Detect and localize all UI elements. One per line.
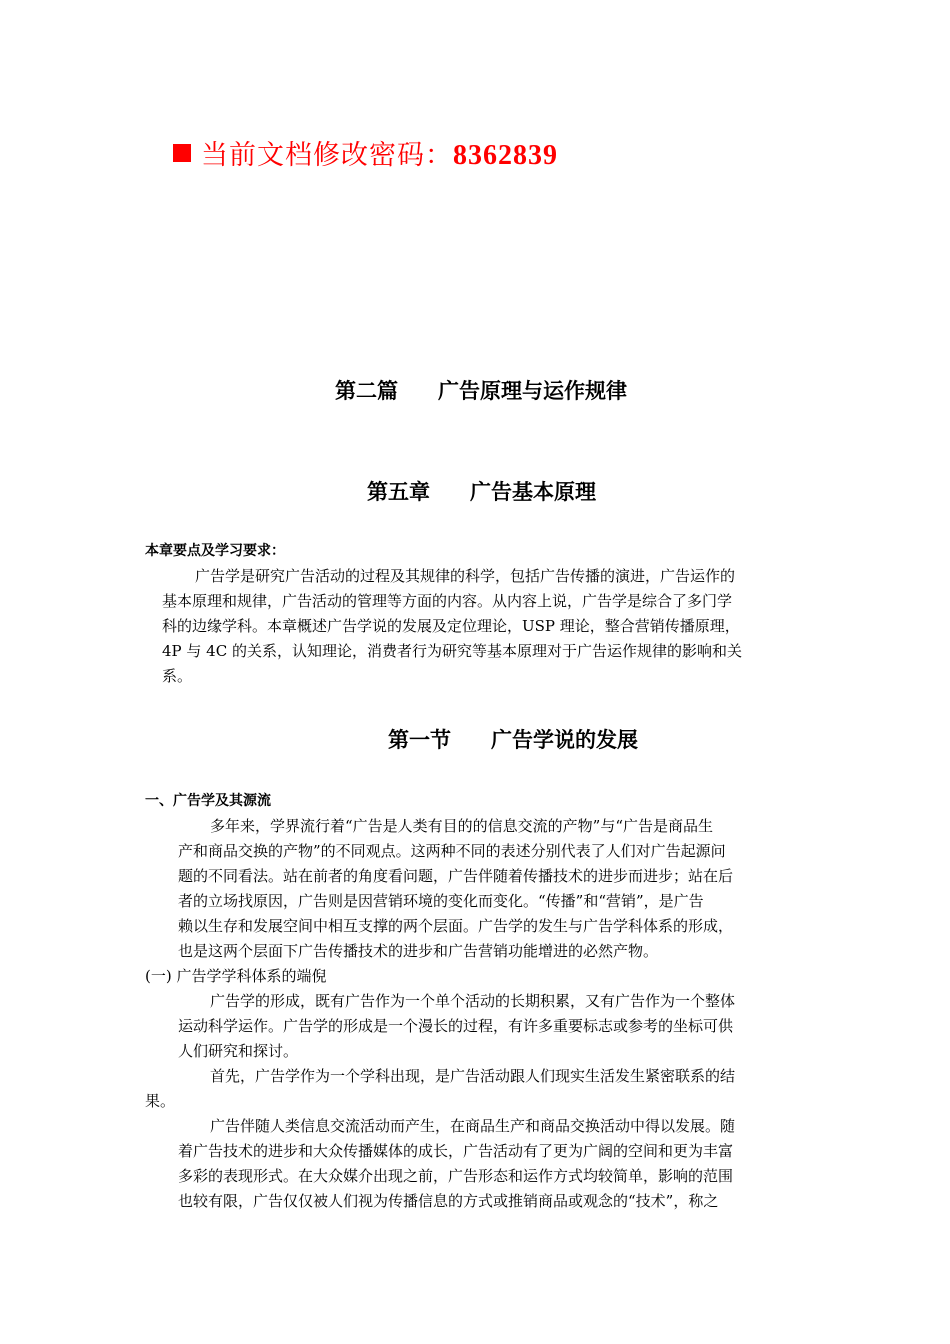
paragraph-line: 人们研究和探讨。 — [178, 1042, 299, 1060]
item-heading: (一) 广告学学科体系的端倪 — [145, 967, 327, 985]
password-code: 8362839 — [453, 140, 558, 171]
paragraph-line: 题的不同看法。站在前者的角度看问题，广告伴随着传播技术的进步而进步；站在后 — [178, 867, 734, 885]
chapter-title — [367, 476, 596, 506]
paragraph-line: 也较有限，广告仅仅被人们视为传播信息的方式或推销商品或观念的“技术”，称之 — [178, 1192, 719, 1210]
paragraph-line: 也是这两个层面下广告传播技术的进步和广告营销功能增进的必然产物。 — [178, 942, 659, 960]
paragraph-line: 果。 — [145, 1092, 176, 1110]
section-number: 第一节 — [388, 728, 451, 752]
paragraph-line: 多年来，学界流行着“广告是人类有目的的信息交流的产物”与“广告是商品生 — [210, 817, 714, 835]
part-title — [335, 375, 627, 405]
paragraph-line: 者的立场找原因，广告则是因营销环境的变化而变化。“传播”和“营销”，是广告 — [178, 892, 704, 910]
paragraph-line: 首先，广告学作为一个学科出现，是广告活动跟人们现实生活发生紧密联系的结 — [210, 1067, 736, 1085]
password-notice — [173, 133, 558, 172]
key-points-line: 广告学是研究广告活动的过程及其规律的科学，包括广告传播的演进，广告运作的 — [195, 567, 736, 585]
paragraph-line: 多彩的表现形式。在大众媒介出现之前，广告形态和运作方式均较简单，影响的范围 — [178, 1167, 734, 1185]
paragraph-line: 广告学的形成，既有广告作为一个单个活动的长期积累，又有广告作为一个整体 — [210, 992, 736, 1010]
paragraph-line: 着广告技术的进步和大众传播媒体的成长，广告活动有了更为广阔的空间和更为丰富 — [178, 1142, 734, 1160]
paragraph-line: 广告伴随人类信息交流活动而产生，在商品生产和商品交换活动中得以发展。随 — [210, 1117, 736, 1135]
key-points-line: 系。 — [162, 667, 193, 685]
paragraph-line: 产和商品交换的产物”的不同观点。这两种不同的表述分别代表了人们对广告起源问 — [178, 842, 726, 860]
part-name: 广告原理与运作规律 — [438, 379, 627, 403]
password-label: 当前文档修改密码： — [201, 140, 453, 171]
section-title — [388, 724, 638, 754]
paragraph-line: 运动科学运作。广告学的形成是一个漫长的过程，有许多重要标志或参考的坐标可供 — [178, 1017, 734, 1035]
subsection-heading: 一、广告学及其源流 — [145, 793, 271, 809]
paragraph-line: 赖以生存和发展空间中相互支撑的两个层面。广告学的发生与广告学科体系的形成， — [178, 917, 734, 935]
key-points-line: 科的边缘学科。本章概述广告学说的发展及定位理论，USP 理论，整合营销传播原理， — [162, 617, 740, 635]
part-number: 第二篇 — [335, 379, 398, 403]
key-points-line: 4P 与 4C 的关系，认知理论，消费者行为研究等基本原理对于广告运作规律的影响和关 — [162, 642, 742, 660]
chapter-number: 第五章 — [367, 480, 430, 504]
red-square-icon — [173, 144, 191, 162]
chapter-name: 广告基本原理 — [470, 480, 596, 504]
section-name: 广告学说的发展 — [491, 728, 638, 752]
key-points-line: 基本原理和规律，广告活动的管理等方面的内容。从内容上说，广告学是综合了多门学 — [162, 592, 733, 610]
key-points-heading: 本章要点及学习要求： — [145, 543, 285, 559]
